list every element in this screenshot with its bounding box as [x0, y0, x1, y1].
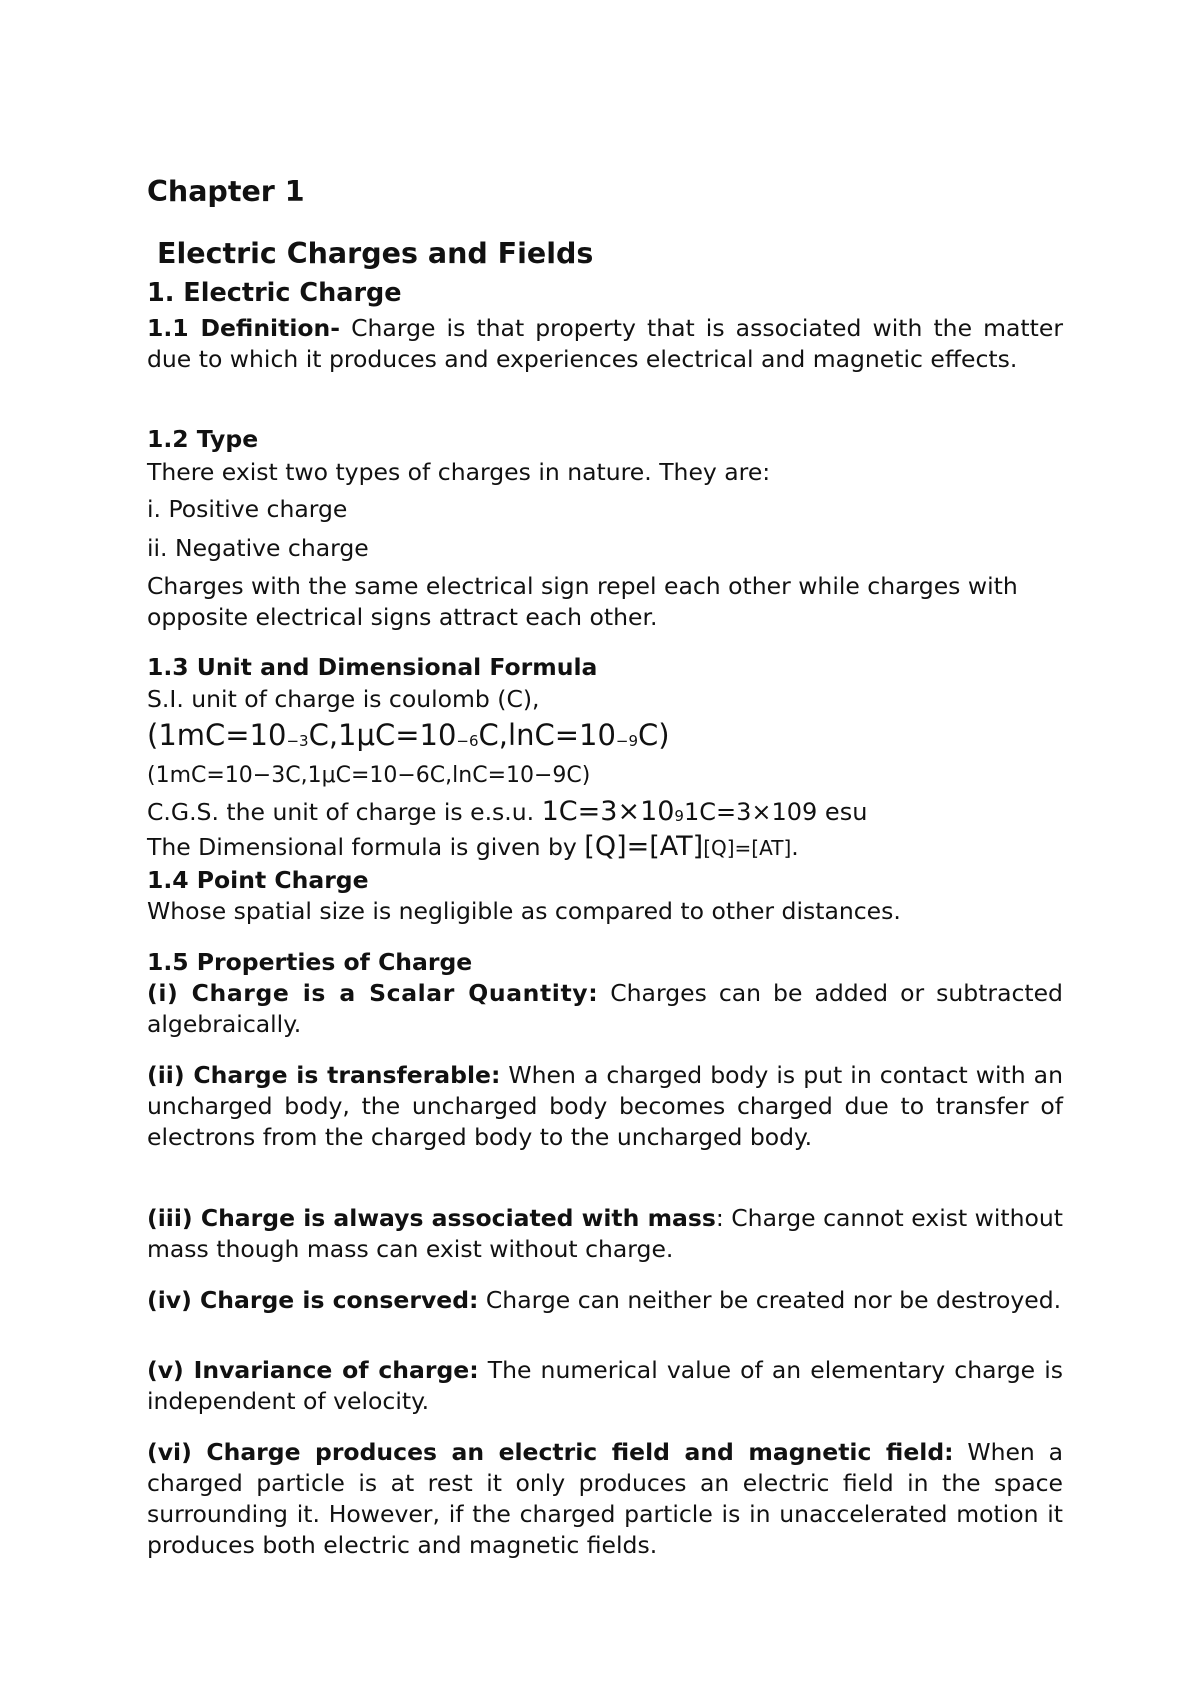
type-intro: There exist two types of charges in nature. They are:: [147, 458, 771, 486]
type-item-positive: i. Positive charge: [147, 495, 348, 523]
type-item-negative: ii. Negative charge: [147, 534, 369, 562]
property-item-6: (vi) Charge produces an electric field and magnetic field: When a charged particle is at rest it only produces an electric field in the space surrounding it. However, if the charged particle is in unaccelerated motion it produces both electric and magnetic fields.: [147, 1438, 1063, 1559]
dimensional-formula-line: The Dimensional formula is given by [Q]=[AT][Q]=[AT].: [147, 831, 799, 862]
point-charge-text: Whose spatial size is negligible as compared to other distances.: [147, 897, 901, 925]
property-item-1: (i) Charge is a Scalar Quantity: Charges can be added or subtracted algebraically.: [147, 979, 1063, 1038]
unit-math-rendered: (1mC=10−3C,1μC=10−6C,lnC=10−9C): [147, 718, 670, 752]
properties-heading: 1.5 Properties of Charge: [147, 948, 473, 976]
property-item-2: (ii) Charge is transferable: When a charged body is put in contact with an uncharged body, the uncharged body becomes charged due to transfer of electrons from the charged body to the uncharged body.: [147, 1061, 1063, 1151]
definition-text: Charge is that property that is associated with the matter due to which it produces and experiences electrical and magnetic effects.: [147, 314, 1063, 373]
definition-paragraph: [147, 313, 1063, 375]
unit-math-plain: (1mC=10−3C,1μC=10−6C,lnC=10−9C): [147, 763, 591, 788]
property-item-3: (iii) Charge is always associated with mass: Charge cannot exist without mass though mass can exist without charge.: [147, 1204, 1063, 1263]
unit-heading: 1.3 Unit and Dimensional Formula: [147, 653, 598, 681]
type-paragraph: Charges with the same electrical sign repel each other while charges with opposite electrical signs attract each other.: [147, 572, 1018, 631]
chapter-heading: Chapter 1: [147, 175, 305, 208]
definition-label: 1.1 Definition-: [147, 314, 341, 342]
chapter-title: Electric Charges and Fields: [157, 237, 594, 270]
type-heading: 1.2 Type: [147, 425, 259, 453]
property-item-5: (v) Invariance of charge: The numerical value of an elementary charge is independent of velocity.: [147, 1356, 1063, 1415]
property-item-4: (iv) Charge is conserved: Charge can neither be created nor be destroyed.: [147, 1286, 1062, 1314]
cgs-unit-line: C.G.S. the unit of charge is e.s.u. 1C=3×1091C=3×109 esu: [147, 796, 868, 827]
point-charge-heading: 1.4 Point Charge: [147, 866, 369, 894]
section-heading-electric-charge: 1. Electric Charge: [147, 278, 402, 308]
si-unit-text: S.I. unit of charge is coulomb (C),: [147, 685, 540, 713]
